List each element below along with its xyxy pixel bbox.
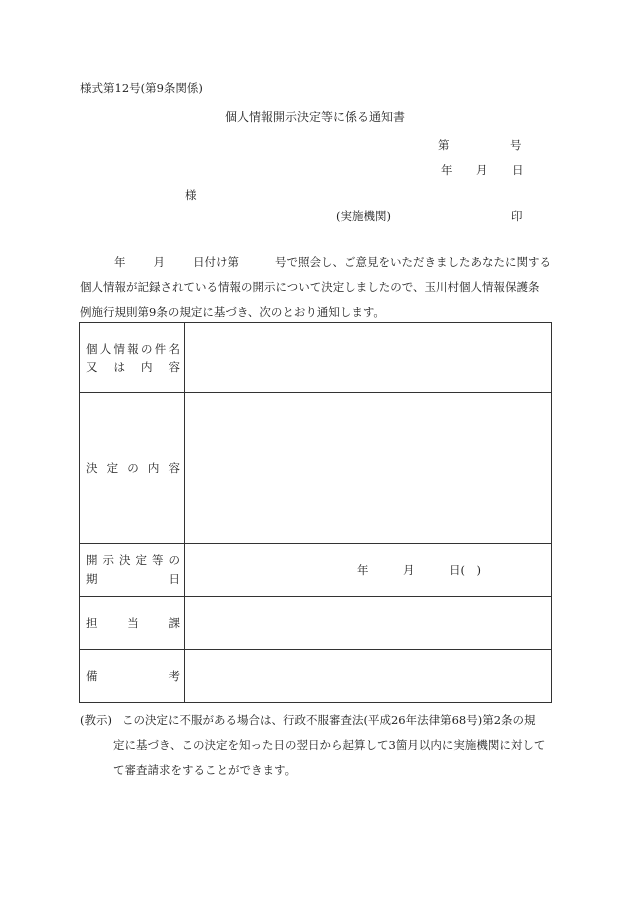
label-disclosure-date-line1	[86, 551, 180, 569]
seal-mark: 印	[511, 209, 523, 223]
label-char: は	[113, 359, 125, 374]
label-char: 定	[106, 461, 119, 475]
table-row	[80, 597, 552, 650]
label-char: 定	[135, 553, 147, 567]
date-month-label: 月	[476, 163, 488, 177]
value-department[interactable]	[185, 597, 552, 650]
label-char: の	[168, 553, 180, 567]
label-decision-content-text	[86, 459, 180, 477]
label-info-name	[80, 323, 185, 393]
notice-prefix: (教示)	[80, 713, 112, 727]
table-row	[80, 393, 552, 544]
label-disclosure-date	[80, 544, 185, 597]
label-char: 件	[154, 341, 167, 356]
label-char: 内	[147, 461, 160, 475]
label-char: 容	[168, 461, 180, 475]
label-period-start: 期	[86, 572, 98, 586]
date-day-label: 日	[512, 163, 524, 177]
value-decision-content[interactable]	[185, 393, 552, 544]
value-disclosure-date[interactable]	[185, 544, 552, 597]
label-char: 内	[141, 359, 153, 374]
disclosure-month-label: 月	[403, 563, 415, 577]
label-department-text	[86, 614, 180, 632]
body-date-ref: 日付け第	[193, 255, 239, 269]
body-paragraph	[80, 250, 560, 325]
label-disclosure-date-line2	[86, 569, 180, 589]
label-char: 課	[168, 616, 180, 630]
label-char: 名	[168, 341, 180, 356]
number-prefix: 第	[438, 138, 450, 152]
label-char: 決	[86, 461, 98, 475]
label-char: の	[141, 341, 153, 356]
body-year: 年	[114, 255, 126, 269]
label-char: 情	[113, 341, 125, 356]
notice-line-2: 定に基づき、この決定を知った日の翌日から起算して3箇月以内に実施機関に対して	[113, 738, 546, 752]
table-row	[80, 544, 552, 597]
label-decision-content	[80, 393, 185, 544]
body-month: 月	[153, 255, 165, 269]
label-remarks-end: 考	[168, 669, 180, 683]
form-number: 様式第12号(第9条関係)	[80, 81, 203, 95]
date-year-label: 年	[441, 163, 453, 177]
disclosure-year-label: 年	[357, 563, 369, 577]
notice-line1-text: この決定に不服がある場合は、行政不服審査法(平成26年法律第68号)第2条の規	[121, 713, 536, 727]
label-period-end: 日	[168, 572, 180, 586]
label-char: 示	[102, 553, 114, 567]
label-char: 決	[119, 553, 131, 567]
label-department	[80, 597, 185, 650]
label-remarks-text	[86, 668, 180, 684]
addressee-suffix: 様	[185, 188, 197, 202]
instruction-notice	[80, 708, 560, 783]
label-char: 個	[86, 341, 98, 356]
disclosure-day-label: 日( )	[449, 563, 481, 577]
number-suffix: 号	[510, 138, 522, 152]
value-remarks[interactable]	[185, 650, 552, 703]
body-line1-rest: 号で照会し、ご意見をいただきましたあなたに関する	[275, 255, 551, 269]
label-info-name-line1	[86, 340, 180, 358]
value-info-name[interactable]	[185, 323, 552, 393]
organization-label: (実施機関)	[336, 209, 391, 223]
label-char: 人	[99, 341, 112, 356]
label-char: 当	[127, 616, 139, 630]
body-line-2: 個人情報が記録されている情報の開示について決定しましたので、玉川村個人情報保護条	[80, 280, 540, 294]
label-remarks-start: 備	[86, 669, 98, 683]
table-row	[80, 650, 552, 703]
notice-line-1	[80, 708, 560, 733]
label-remarks	[80, 650, 185, 703]
document-title: 個人情報開示決定等に係る通知書	[224, 110, 405, 124]
table-row	[80, 323, 552, 393]
label-char: の	[127, 461, 139, 475]
body-line-1	[80, 250, 560, 275]
label-char: 又	[86, 359, 98, 374]
notice-table	[79, 322, 552, 703]
label-info-name-line2	[86, 358, 180, 376]
label-char: 容	[168, 359, 180, 374]
label-char: 開	[86, 553, 98, 567]
label-char: 等	[152, 553, 164, 567]
body-line-3: 例施行規則第9条の規定に基づき、次のとおり通知します。	[80, 305, 385, 319]
label-char: 担	[86, 616, 98, 630]
notice-line-3: て審査請求をすることができます。	[113, 763, 297, 777]
label-char: 報	[127, 341, 139, 356]
